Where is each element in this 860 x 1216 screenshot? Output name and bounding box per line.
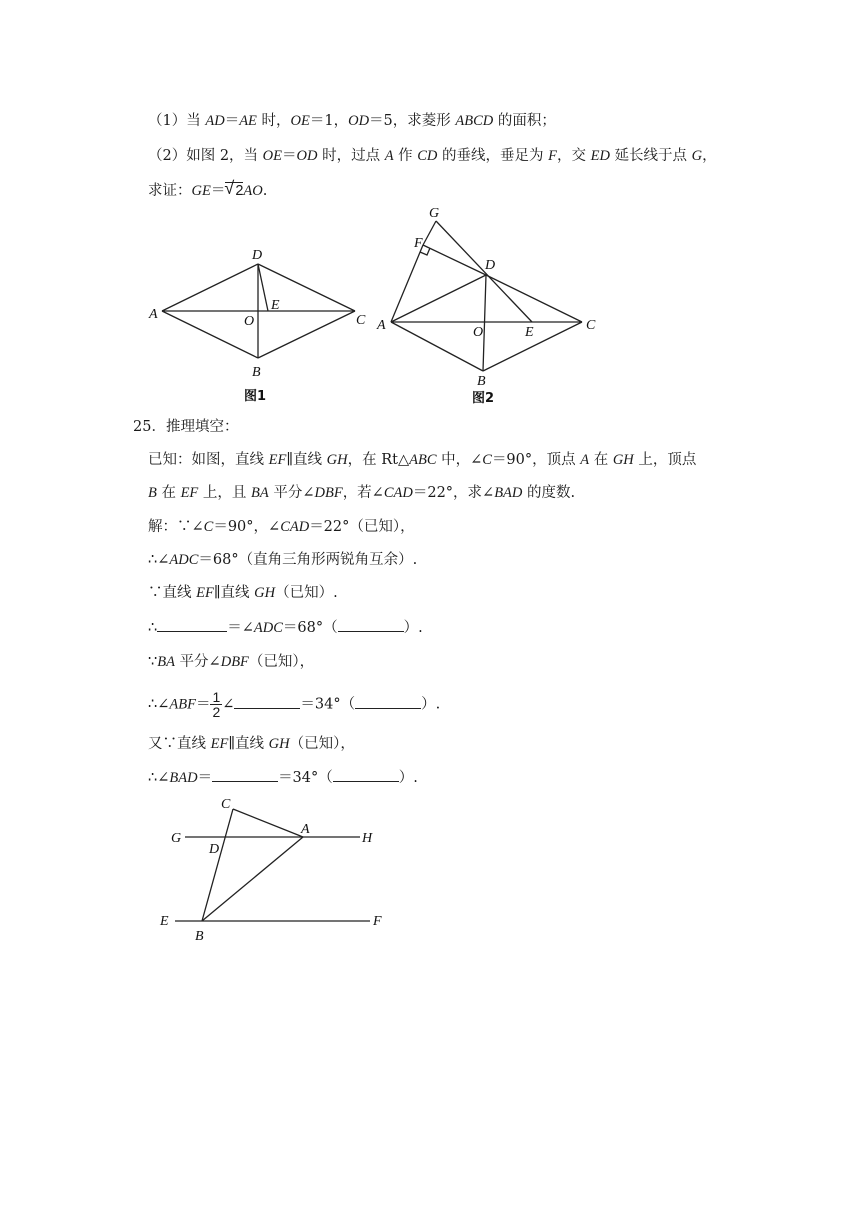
q24-proof-goal: 求证：GE＝√ 2AO. [148,181,267,201]
fig2-label-g: G [429,206,440,221]
q25-step7: 又∵直线 EF∥直线 GH（已知）， [148,736,355,752]
fig1-label-a: A [149,307,158,322]
fig2-segment-fg [423,221,436,245]
fig2-label-c: C [586,318,596,333]
q25-step3: ∵直线 EF∥直线 GH（已知）. [148,585,338,601]
fig2-caption: 图2 [472,391,495,405]
fig2-segment-ge [436,221,532,322]
fig2-label-d: D [485,258,496,273]
side-ca [233,809,303,837]
side-cb [202,809,233,921]
fig2-side-ad [391,275,486,322]
label-b: B [195,929,204,944]
answer-blank-angle[interactable] [234,694,300,709]
q25-step2: ∴∠ADC＝68°（直角三角形两锐角互余）. [148,552,418,568]
label-a: A [301,822,310,837]
fig2-label-b: B [477,374,486,389]
fig2-diagonal-bd [483,275,486,371]
label-h: H [362,831,373,846]
answer-blank-reason[interactable] [338,617,404,632]
fig2-label-o: O [473,325,484,340]
q25-step1: 解：∵∠C＝90°，∠CAD＝22°（已知）， [148,519,415,535]
fig2-label-e: E [525,325,534,340]
fraction-one-half: $\frac{1}{2}$ [212,689,221,720]
q25-given-line2: B 在 EF 上，且 BA 平分∠DBF，若∠CAD＝22°，求∠BAD 的度数. [148,485,576,501]
fig1-label-d: D [252,248,263,263]
fig1-label-b: B [252,365,261,380]
q25-step4: ∴ ＝∠ADC＝68°（ ）. [148,617,423,638]
label-c: C [221,797,231,812]
answer-blank-angle[interactable] [212,767,278,782]
fig1-label-e: E [271,298,280,313]
label-g: G [171,831,182,846]
q25-step5: ∵BA 平分∠DBF（已知）， [148,654,315,670]
q25-given-line1: 已知：如图，直线 EF∥直线 GH，在 Rt△ABC 中，∠C＝90°，顶点 A 在 GH 上，顶点 [148,452,697,468]
q25-step8: ∴∠BAD＝ ＝34°（ ）. [148,767,418,788]
fig1-side-cb [258,311,355,358]
figure-2-rhombus [372,205,602,405]
q24-part1: （1）当 AD＝AE 时，OE＝1，OD＝5，求菱形 ABCD 的面积； [148,113,556,129]
label-e: E [160,914,169,929]
fig2-segment-fd [423,245,486,275]
answer-blank-reason[interactable] [355,694,421,709]
fig2-segment-af [391,245,423,322]
fig1-caption: 图1 [244,389,267,404]
fig2-side-dc [486,275,582,322]
q25-heading: 25．推理填空： [133,419,239,435]
label-f: F [373,914,382,929]
fig1-side-ad [162,264,258,311]
fig1-label-c: C [356,313,366,328]
answer-blank-reason[interactable] [333,767,399,782]
q25-step6: ∴∠ABF＝ $\frac{1}{2}$ ∠ ＝34°（ ）. [148,689,441,720]
q24-part2: （2）如图 2，当 OE＝OD 时，过点 A 作 CD 的垂线，垂足为 F，交 ED 延长线于点 G， [148,148,717,164]
figure-parallel-lines-triangle [155,790,395,950]
fig2-label-f: F [414,236,423,251]
answer-blank-angle[interactable] [157,617,227,632]
fig1-segment-de [258,264,268,311]
fig2-label-a: A [377,318,386,333]
label-d: D [209,842,220,857]
fig1-label-o: O [244,314,255,329]
fig2-side-ba [391,322,483,371]
figure-1-rhombus [140,245,380,405]
sqrt-symbol: √ 2 [225,182,243,199]
